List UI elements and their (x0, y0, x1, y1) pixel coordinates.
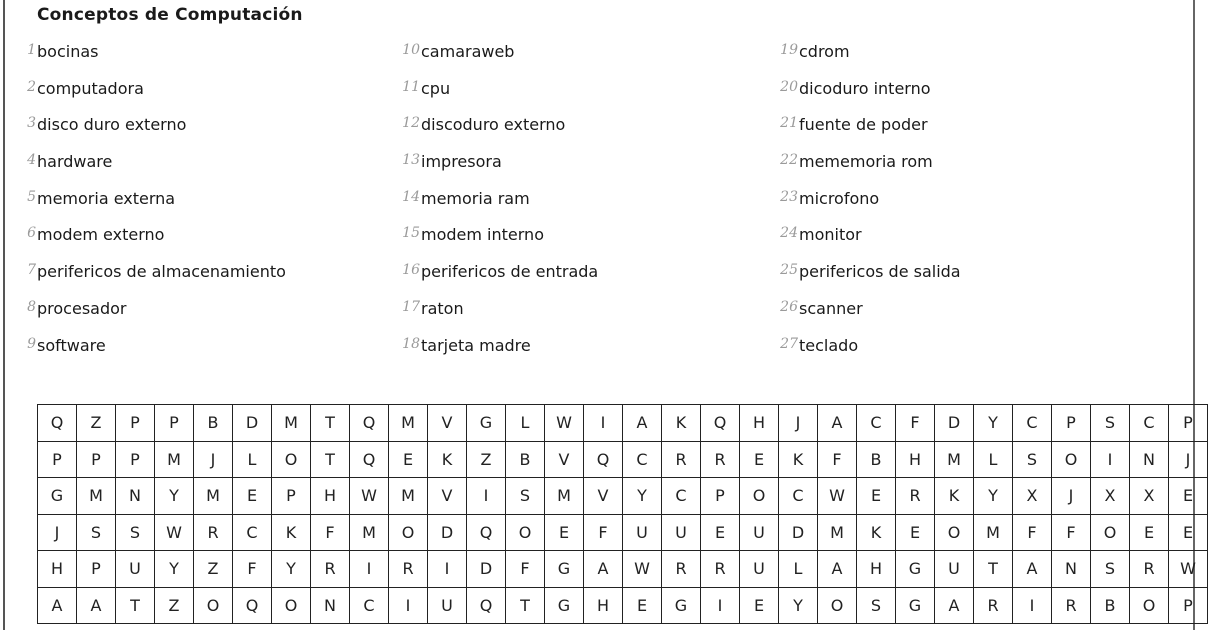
grid-cell[interactable]: O (272, 587, 311, 624)
grid-cell[interactable]: Z (155, 587, 194, 624)
grid-cell[interactable]: O (935, 514, 974, 551)
grid-cell[interactable]: P (272, 478, 311, 515)
grid-cell[interactable]: D (779, 514, 818, 551)
word-list-item (394, 334, 774, 371)
grid-cell[interactable]: P (77, 441, 116, 478)
grid-cell[interactable]: V (545, 441, 584, 478)
word-list-item (10, 223, 390, 260)
grid-cell[interactable]: L (233, 441, 272, 478)
handwritten-number: 5 (27, 188, 36, 205)
grid-cell[interactable]: C (1130, 405, 1169, 442)
word-list-item (394, 77, 774, 114)
grid-cell[interactable]: D (428, 514, 467, 551)
grid-cell[interactable]: M (974, 514, 1013, 551)
word-label: modem interno (421, 225, 544, 245)
word-label: computadora (37, 78, 144, 98)
handwritten-number: 15 (402, 225, 420, 242)
grid-cell[interactable]: R (701, 551, 740, 588)
grid-cell[interactable]: M (350, 514, 389, 551)
page-left-edge (3, 0, 5, 630)
grid-cell[interactable]: U (428, 587, 467, 624)
grid-cell[interactable]: P (1169, 587, 1208, 624)
grid-cell[interactable]: L (974, 441, 1013, 478)
handwritten-number: 22 (780, 152, 798, 169)
grid-cell[interactable]: P (155, 405, 194, 442)
grid-cell[interactable]: O (389, 514, 428, 551)
grid-cell[interactable]: N (116, 478, 155, 515)
grid-cell[interactable]: T (311, 441, 350, 478)
grid-cell[interactable]: H (584, 587, 623, 624)
grid-cell[interactable]: X (1013, 478, 1052, 515)
word-label: procesador (37, 298, 127, 318)
grid-cell[interactable]: Z (77, 405, 116, 442)
grid-cell[interactable]: H (740, 405, 779, 442)
handwritten-number: 16 (402, 262, 420, 279)
word-list-item (394, 297, 774, 334)
grid-cell[interactable]: Z (467, 441, 506, 478)
grid-cell[interactable]: E (701, 514, 740, 551)
word-label: bocinas (37, 42, 99, 61)
grid-cell[interactable]: C (857, 405, 896, 442)
grid-cell[interactable]: E (1130, 514, 1169, 551)
grid-cell[interactable]: M (818, 514, 857, 551)
word-label: mememoria rom (799, 152, 933, 172)
grid-cell[interactable]: I (1091, 441, 1130, 478)
grid-cell[interactable]: K (272, 514, 311, 551)
grid-cell[interactable]: S (1091, 405, 1130, 442)
grid-cell[interactable]: O (272, 441, 311, 478)
grid-row (38, 441, 1208, 478)
grid-cell[interactable]: N (1130, 441, 1169, 478)
word-list-item (10, 260, 390, 297)
grid-cell[interactable]: O (740, 478, 779, 515)
grid-cell[interactable]: B (1091, 587, 1130, 624)
grid-cell[interactable]: E (623, 587, 662, 624)
grid-cell[interactable]: D (935, 405, 974, 442)
grid-cell[interactable]: F (506, 551, 545, 588)
word-list-item (772, 334, 1152, 371)
grid-cell[interactable]: U (116, 551, 155, 588)
word-label: memoria externa (37, 188, 176, 208)
grid-cell[interactable]: P (116, 405, 155, 442)
grid-cell[interactable]: F (311, 514, 350, 551)
grid-row (38, 478, 1208, 515)
grid-cell[interactable]: G (896, 551, 935, 588)
grid-cell[interactable]: A (584, 551, 623, 588)
word-label: memoria ram (421, 188, 530, 208)
grid-cell[interactable]: W (545, 405, 584, 442)
grid-cell[interactable]: F (584, 514, 623, 551)
grid-cell[interactable]: O (506, 514, 545, 551)
word-label: hardware (37, 152, 113, 172)
grid-cell[interactable]: E (389, 441, 428, 478)
grid-cell[interactable]: K (662, 405, 701, 442)
word-list-item (772, 297, 1152, 334)
grid-cell[interactable]: C (350, 587, 389, 624)
grid-cell[interactable]: K (857, 514, 896, 551)
grid-cell[interactable]: P (38, 441, 77, 478)
grid-row (38, 551, 1208, 588)
grid-cell[interactable]: Y (974, 405, 1013, 442)
grid-cell[interactable]: D (467, 551, 506, 588)
grid-cell[interactable]: F (233, 551, 272, 588)
grid-cell[interactable]: T (506, 587, 545, 624)
grid-cell[interactable]: M (389, 405, 428, 442)
word-list-column-1 (10, 40, 390, 370)
word-label: disco duro externo (37, 115, 187, 135)
grid-cell[interactable]: B (857, 441, 896, 478)
word-label: fuente de poder (799, 115, 928, 135)
grid-cell[interactable]: J (1169, 441, 1208, 478)
grid-cell[interactable]: R (1052, 587, 1091, 624)
handwritten-number: 6 (27, 225, 36, 242)
word-label: microfono (799, 188, 880, 208)
grid-cell[interactable]: Z (194, 551, 233, 588)
handwritten-number: 25 (780, 262, 798, 279)
grid-cell[interactable]: G (38, 478, 77, 515)
grid-cell[interactable]: O (194, 587, 233, 624)
grid-cell[interactable]: A (38, 587, 77, 624)
word-label: impresora (421, 152, 502, 172)
grid-cell[interactable]: I (350, 551, 389, 588)
grid-cell[interactable]: S (506, 478, 545, 515)
grid-cell[interactable]: G (467, 405, 506, 442)
handwritten-number: 14 (402, 188, 420, 205)
grid-cell[interactable]: A (935, 587, 974, 624)
grid-row (38, 587, 1208, 624)
grid-cell[interactable]: R (662, 551, 701, 588)
word-list-item (394, 40, 774, 77)
grid-cell[interactable]: D (233, 405, 272, 442)
grid-cell[interactable]: M (155, 441, 194, 478)
grid-cell[interactable]: I (1013, 587, 1052, 624)
handwritten-number: 7 (27, 262, 36, 279)
word-list-column-3 (772, 40, 1152, 370)
letter-grid-table (37, 404, 1208, 624)
grid-cell[interactable]: A (623, 405, 662, 442)
word-label: perifericos de almacenamiento (37, 262, 286, 282)
grid-cell[interactable]: C (662, 478, 701, 515)
handwritten-number: 9 (27, 335, 36, 352)
grid-cell[interactable]: N (1052, 551, 1091, 588)
grid-cell[interactable]: Y (155, 478, 194, 515)
handwritten-number: 18 (402, 335, 420, 352)
handwritten-number: 17 (402, 298, 420, 315)
grid-cell[interactable]: M (545, 478, 584, 515)
grid-cell[interactable]: M (272, 405, 311, 442)
grid-cell[interactable]: I (428, 551, 467, 588)
grid-cell[interactable]: I (389, 587, 428, 624)
grid-cell[interactable]: K (428, 441, 467, 478)
grid-cell[interactable]: Y (623, 478, 662, 515)
word-list-item (10, 150, 390, 187)
grid-cell[interactable]: M (389, 478, 428, 515)
grid-cell[interactable]: E (1169, 514, 1208, 551)
grid-cell[interactable]: C (233, 514, 272, 551)
grid-cell[interactable]: O (1130, 587, 1169, 624)
grid-cell[interactable]: U (935, 551, 974, 588)
word-label: cpu (421, 78, 451, 98)
word-list-item (10, 297, 390, 334)
word-list-item (10, 334, 390, 371)
word-list-item (772, 223, 1152, 260)
grid-cell[interactable]: I (701, 587, 740, 624)
grid-cell[interactable]: U (740, 514, 779, 551)
word-list-item (394, 260, 774, 297)
grid-cell[interactable]: A (818, 405, 857, 442)
grid-cell[interactable]: Q (350, 441, 389, 478)
word-label: teclado (799, 335, 859, 355)
grid-cell[interactable]: W (1169, 551, 1208, 588)
grid-cell[interactable]: W (818, 478, 857, 515)
grid-cell[interactable]: B (194, 405, 233, 442)
grid-cell[interactable]: T (311, 405, 350, 442)
word-list-column-2 (394, 40, 774, 370)
word-list-item (394, 223, 774, 260)
grid-cell[interactable]: J (779, 405, 818, 442)
grid-cell[interactable]: X (1091, 478, 1130, 515)
grid-cell[interactable]: E (545, 514, 584, 551)
grid-cell[interactable]: P (1052, 405, 1091, 442)
handwritten-number: 13 (402, 152, 420, 169)
word-label: dicoduro interno (799, 78, 931, 98)
word-list-item (772, 113, 1152, 150)
grid-cell[interactable]: L (506, 405, 545, 442)
grid-cell[interactable]: X (1130, 478, 1169, 515)
word-label: modem externo (37, 225, 165, 245)
grid-cell[interactable]: H (311, 478, 350, 515)
grid-cell[interactable]: E (857, 478, 896, 515)
grid-cell[interactable]: Y (779, 587, 818, 624)
grid-cell[interactable]: M (935, 441, 974, 478)
grid-cell[interactable]: P (77, 551, 116, 588)
grid-cell[interactable]: Y (974, 478, 1013, 515)
grid-cell[interactable]: V (428, 405, 467, 442)
grid-cell[interactable]: M (194, 478, 233, 515)
word-search-grid (37, 404, 1196, 630)
grid-cell[interactable]: J (1052, 478, 1091, 515)
grid-cell[interactable]: P (116, 441, 155, 478)
word-label: raton (421, 298, 464, 318)
grid-cell[interactable]: F (1013, 514, 1052, 551)
grid-cell[interactable]: F (818, 441, 857, 478)
word-label: cdrom (799, 42, 850, 61)
grid-cell[interactable]: V (584, 478, 623, 515)
grid-cell[interactable]: I (584, 405, 623, 442)
grid-cell[interactable]: R (1130, 551, 1169, 588)
word-list-item (772, 260, 1152, 297)
word-list-item (772, 150, 1152, 187)
grid-cell[interactable]: K (935, 478, 974, 515)
word-label: discoduro externo (421, 115, 566, 135)
grid-cell[interactable]: W (350, 478, 389, 515)
grid-cell[interactable]: N (311, 587, 350, 624)
grid-cell[interactable]: J (194, 441, 233, 478)
grid-cell[interactable]: Q (467, 587, 506, 624)
grid-cell[interactable]: T (974, 551, 1013, 588)
handwritten-number: 11 (402, 78, 420, 95)
handwritten-number: 20 (780, 78, 798, 95)
grid-cell[interactable]: A (1013, 551, 1052, 588)
grid-cell[interactable]: O (1052, 441, 1091, 478)
grid-cell[interactable]: Q (350, 405, 389, 442)
grid-cell[interactable]: Q (467, 514, 506, 551)
grid-cell[interactable]: Y (272, 551, 311, 588)
grid-cell[interactable]: R (194, 514, 233, 551)
handwritten-number: 4 (27, 152, 36, 169)
grid-cell[interactable]: W (623, 551, 662, 588)
grid-cell[interactable]: Q (701, 405, 740, 442)
word-list-item (772, 187, 1152, 224)
grid-cell[interactable]: P (701, 478, 740, 515)
grid-cell[interactable]: T (116, 587, 155, 624)
page-title: Conceptos de Computación (37, 5, 303, 25)
handwritten-number: 21 (780, 115, 798, 132)
grid-cell[interactable]: K (779, 441, 818, 478)
grid-cell[interactable]: G (662, 587, 701, 624)
grid-cell[interactable]: Q (233, 587, 272, 624)
grid-cell[interactable]: W (155, 514, 194, 551)
word-list-item (772, 40, 1152, 77)
handwritten-number: 12 (402, 115, 420, 132)
grid-cell[interactable]: H (38, 551, 77, 588)
grid-cell[interactable]: E (740, 587, 779, 624)
grid-cell[interactable]: E (1169, 478, 1208, 515)
grid-cell[interactable]: F (1052, 514, 1091, 551)
grid-cell[interactable]: H (857, 551, 896, 588)
grid-cell[interactable]: U (740, 551, 779, 588)
grid-cell[interactable]: J (38, 514, 77, 551)
grid-cell[interactable]: G (545, 587, 584, 624)
grid-cell[interactable]: C (779, 478, 818, 515)
word-list-item (394, 187, 774, 224)
grid-cell[interactable]: E (740, 441, 779, 478)
grid-cell[interactable]: I (467, 478, 506, 515)
word-list-item (772, 77, 1152, 114)
handwritten-number: 27 (780, 335, 798, 352)
handwritten-number: 26 (780, 298, 798, 315)
grid-cell[interactable]: S (1091, 551, 1130, 588)
grid-cell[interactable]: A (77, 587, 116, 624)
grid-cell[interactable]: C (623, 441, 662, 478)
grid-cell[interactable]: R (896, 478, 935, 515)
word-list-item (394, 113, 774, 150)
word-list-item (10, 77, 390, 114)
word-list-item (394, 150, 774, 187)
handwritten-number: 24 (780, 225, 798, 242)
grid-cell[interactable]: Y (155, 551, 194, 588)
word-label: tarjeta madre (421, 335, 531, 355)
word-label: scanner (799, 298, 863, 318)
grid-cell[interactable]: U (662, 514, 701, 551)
grid-cell[interactable]: Q (584, 441, 623, 478)
grid-cell[interactable]: V (428, 478, 467, 515)
handwritten-number: 2 (27, 78, 36, 95)
grid-cell[interactable]: F (896, 405, 935, 442)
word-label: software (37, 335, 106, 355)
grid-cell[interactable]: Q (38, 405, 77, 442)
word-label: perifericos de entrada (421, 262, 599, 282)
grid-cell[interactable]: R (311, 551, 350, 588)
grid-cell[interactable]: G (545, 551, 584, 588)
grid-row (38, 405, 1208, 442)
grid-cell[interactable]: R (701, 441, 740, 478)
grid-cell[interactable]: O (818, 587, 857, 624)
grid-cell[interactable]: R (974, 587, 1013, 624)
grid-cell[interactable]: E (896, 514, 935, 551)
grid-cell[interactable]: R (389, 551, 428, 588)
grid-cell[interactable]: S (857, 587, 896, 624)
grid-cell[interactable]: E (233, 478, 272, 515)
grid-cell[interactable]: H (896, 441, 935, 478)
grid-cell[interactable]: S (77, 514, 116, 551)
handwritten-number: 23 (780, 188, 798, 205)
word-label: camaraweb (421, 42, 515, 61)
grid-cell[interactable]: U (623, 514, 662, 551)
grid-cell[interactable]: G (896, 587, 935, 624)
word-label: perifericos de salida (799, 262, 961, 282)
grid-cell[interactable]: P (1169, 405, 1208, 442)
grid-cell[interactable]: L (779, 551, 818, 588)
grid-cell[interactable]: S (1013, 441, 1052, 478)
word-list-item (10, 40, 390, 77)
handwritten-number: 1 (27, 42, 36, 58)
handwritten-number: 3 (27, 115, 36, 132)
grid-cell[interactable]: B (506, 441, 545, 478)
grid-cell[interactable]: O (1091, 514, 1130, 551)
grid-cell[interactable]: C (1013, 405, 1052, 442)
handwritten-number: 10 (402, 42, 420, 58)
word-list-item (10, 187, 390, 224)
grid-row (38, 514, 1208, 551)
grid-cell[interactable]: A (818, 551, 857, 588)
word-list-item (10, 113, 390, 150)
grid-cell[interactable]: S (116, 514, 155, 551)
handwritten-number: 8 (27, 298, 36, 315)
grid-cell[interactable]: R (662, 441, 701, 478)
word-label: monitor (799, 225, 862, 245)
grid-cell[interactable]: M (77, 478, 116, 515)
handwritten-number: 19 (780, 42, 798, 58)
